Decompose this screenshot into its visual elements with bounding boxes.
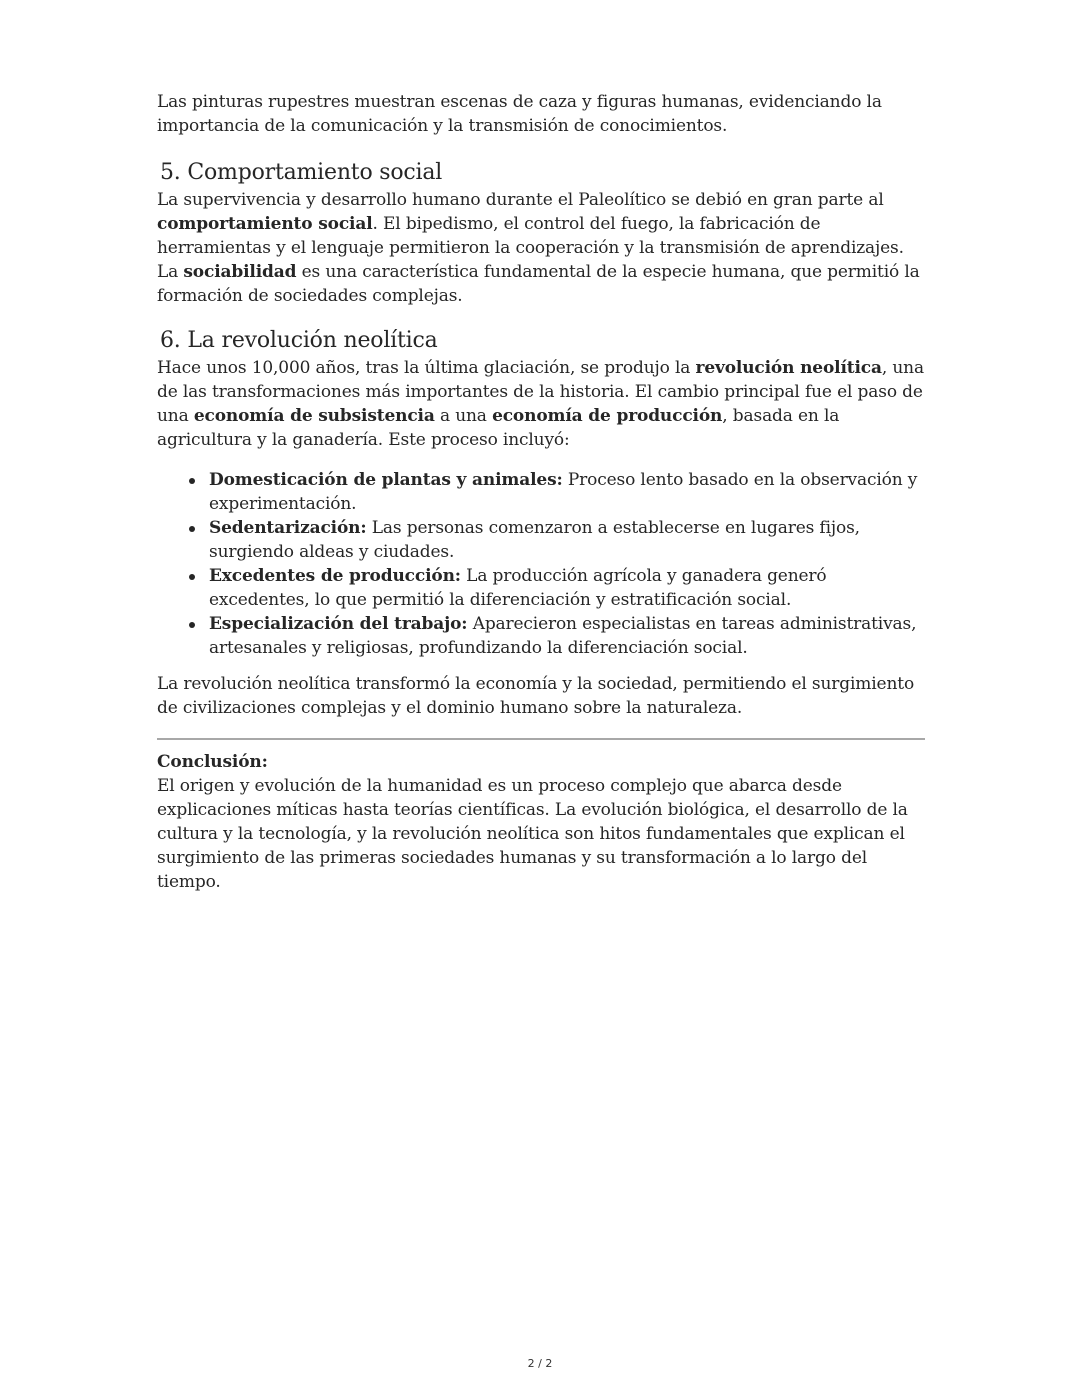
text-run: , basada en la agricultura y la ganadería. Este proceso incluyó: <box>157 406 840 450</box>
text-run: La supervivencia y desarrollo humano durante el Paleolítico se debió en gran parte al <box>157 190 884 210</box>
conclusion-paragraph: El origen y evolución de la humanidad es un proceso complejo que abarca desde explicaciones míticas hasta teorías científicas. La evolución biológica, el desarrollo de la cultura y la tecnología, y la revolución neolítica son hitos fundamentales que explican el surgimiento de las primeras sociedades humanas y su transformación a lo largo del tiempo. <box>157 776 908 892</box>
bullet-icon <box>189 622 195 628</box>
bullet-icon <box>189 574 195 580</box>
bold-term: comportamiento social <box>157 214 373 234</box>
document-page <box>157 90 925 894</box>
list-item <box>209 516 925 564</box>
bullet-icon <box>189 526 195 532</box>
section6-closing-paragraph: La revolución neolítica transformó la economía y la sociedad, permitiendo el surgimiento de civilizaciones complejas y el dominio humano sobre la naturaleza. <box>157 674 915 718</box>
list-item <box>209 612 925 660</box>
neolithic-process-list <box>157 468 925 660</box>
text-run: a una <box>434 406 493 426</box>
page-number: 2 / 2 <box>527 1357 553 1370</box>
list-item-term: Especialización del trabajo: <box>209 614 468 634</box>
text-run: , una de las transformaciones más importantes de la historia. El cambio principal fue el paso de una <box>157 358 924 426</box>
list-item <box>209 564 925 612</box>
text-run: es una característica fundamental de la especie humana, que permitió la formación de sociedades complejas. <box>157 262 920 306</box>
bullet-icon <box>189 478 195 484</box>
list-item <box>209 468 925 516</box>
bold-term: sociabilidad <box>183 262 297 282</box>
list-item-text: Aparecieron especialistas en tareas administrativas, artesanales y religiosas, profundizando la diferenciación social. <box>209 614 917 658</box>
bold-term: revolución neolítica <box>695 358 882 378</box>
bold-term: economía de subsistencia <box>193 406 435 426</box>
section5-paragraph <box>157 188 925 308</box>
text-run: Hace unos 10,000 años, tras la última glaciación, se produjo la <box>157 358 696 378</box>
bold-term: economía de producción <box>492 406 723 426</box>
conclusion-title-text: Conclusión: <box>157 752 268 772</box>
list-item-text: La producción agrícola y ganadera generó excedentes, lo que permitió la diferenciación y estratificación social. <box>209 566 827 610</box>
section-heading-revolucion-neolitica: 6. La revolución neolítica <box>160 328 438 353</box>
list-item-text: Proceso lento basado en la observación y experimentación. <box>209 470 918 514</box>
list-item-term: Excedentes de producción: <box>209 566 461 586</box>
intro-paragraph: Las pinturas rupestres muestran escenas de caza y figuras humanas, evidenciando la importancia de la comunicación y la transmisión de conocimientos. <box>157 92 882 136</box>
text-run: . El bipedismo, el control del fuego, la fabricación de herramientas y el lenguaje permitieron la cooperación y la transmisión de aprendizajes. La <box>157 214 904 282</box>
conclusion-title <box>157 750 925 774</box>
list-item-term: Sedentarización: <box>209 518 367 538</box>
section6-paragraph <box>157 356 925 452</box>
list-item-text: Las personas comenzaron a establecerse en lugares fijos, surgiendo aldeas y ciudades. <box>209 518 860 562</box>
section-heading-comportamiento-social: 5. Comportamiento social <box>160 160 443 185</box>
list-item-term: Domesticación de plantas y animales: <box>209 470 563 490</box>
horizontal-divider <box>157 738 925 740</box>
